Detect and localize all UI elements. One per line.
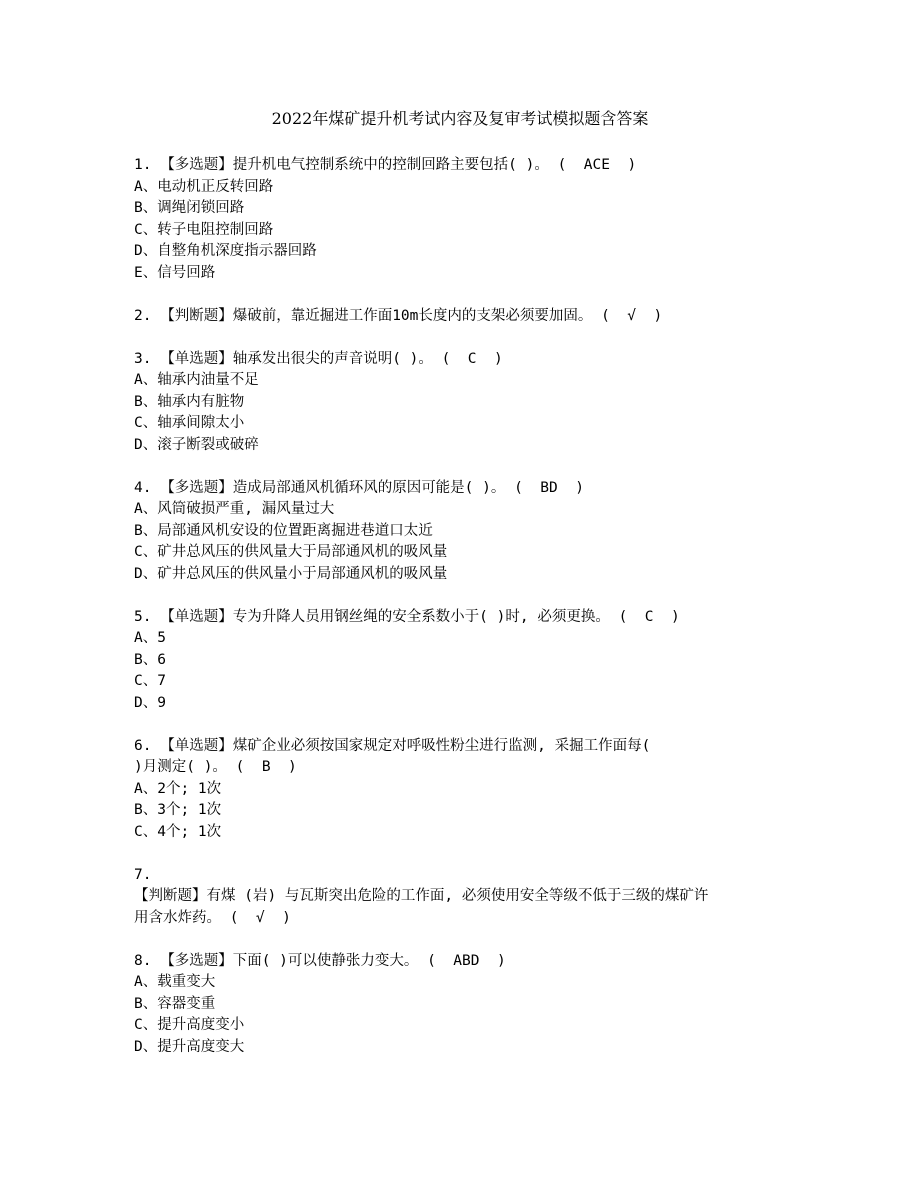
option-a: A、风筒破损严重, 漏风量过大 — [134, 501, 335, 517]
question-3 — [134, 349, 794, 457]
question-list — [134, 155, 794, 1080]
question-stem-line: 用含水炸药。 ( √ ) — [134, 909, 291, 926]
option-c: C、4个; 1次 — [134, 823, 222, 840]
option-b: B、局部通风机安设的位置距离掘进巷道口太近 — [134, 522, 433, 539]
question-2 — [134, 306, 794, 328]
option-b: B、3个; 1次 — [134, 802, 222, 818]
option-c: C、矿井总风压的供风量大于局部通风机的吸风量 — [134, 544, 448, 560]
question-6 — [134, 736, 794, 844]
question-stem: 5. 【单选题】专为升降人员用钢丝绳的安全系数小于( )时, 必须更换。 ( C ) — [134, 608, 680, 625]
option-a: A、电动机正反转回路 — [134, 178, 274, 195]
question-stem-line: 【判断题】有煤 (岩) 与瓦斯突出危险的工作面, 必须使用安全等级不低于三级的煤矿许 — [134, 888, 709, 904]
question-7 — [134, 865, 794, 930]
option-b: B、调绳闭锁回路 — [134, 200, 245, 216]
question-4 — [134, 478, 794, 586]
option-b: B、6 — [134, 651, 166, 668]
option-a: A、载重变大 — [134, 974, 216, 990]
option-d: D、矿井总风压的供风量小于局部通风机的吸风量 — [134, 565, 448, 582]
question-1 — [134, 155, 794, 284]
option-d: D、滚子断裂或破碎 — [134, 436, 259, 453]
question-stem-line: )月测定( )。 ( B ) — [134, 759, 297, 775]
option-a: A、2个; 1次 — [134, 780, 222, 797]
option-d: D、提升高度变大 — [134, 1038, 245, 1055]
document-title: 2022年煤矿提升机考试内容及复审考试模拟题含答案 — [271, 109, 649, 128]
option-c: C、7 — [134, 673, 166, 689]
question-stem-line: 6. 【单选题】煤矿企业必须按国家规定对呼吸性粉尘进行监测, 采掘工作面每( — [134, 737, 651, 754]
option-a: A、轴承内油量不足 — [134, 372, 259, 388]
question-5 — [134, 607, 794, 715]
question-stem: 4. 【多选题】造成局部通风机循环风的原因可能是( )。 ( BD ) — [134, 479, 584, 496]
option-a: A、5 — [134, 630, 166, 646]
option-c: C、提升高度变小 — [134, 1017, 245, 1033]
question-8 — [134, 951, 794, 1059]
option-c: C、轴承间隙太小 — [134, 415, 245, 431]
option-b: B、轴承内有脏物 — [134, 393, 245, 410]
option-e: E、信号回路 — [134, 264, 216, 281]
question-stem: 1. 【多选题】提升机电气控制系统中的控制回路主要包括( )。 ( ACE ) — [134, 157, 637, 173]
option-c: C、转子电阻控制回路 — [134, 221, 274, 238]
question-stem: 8. 【多选题】下面( )可以使静张力变大。 ( ABD ) — [134, 952, 506, 969]
option-d: D、自整角机深度指示器回路 — [134, 243, 317, 259]
option-b: B、容器变重 — [134, 995, 216, 1012]
question-stem-line: 7. — [134, 866, 152, 883]
question-stem: 3. 【单选题】轴承发出很尖的声音说明( )。 ( C ) — [134, 350, 503, 367]
option-d: D、9 — [134, 694, 166, 711]
question-stem: 2. 【判断题】爆破前，靠近掘进工作面10m长度内的支架必须要加固。 ( √ ) — [134, 307, 663, 324]
